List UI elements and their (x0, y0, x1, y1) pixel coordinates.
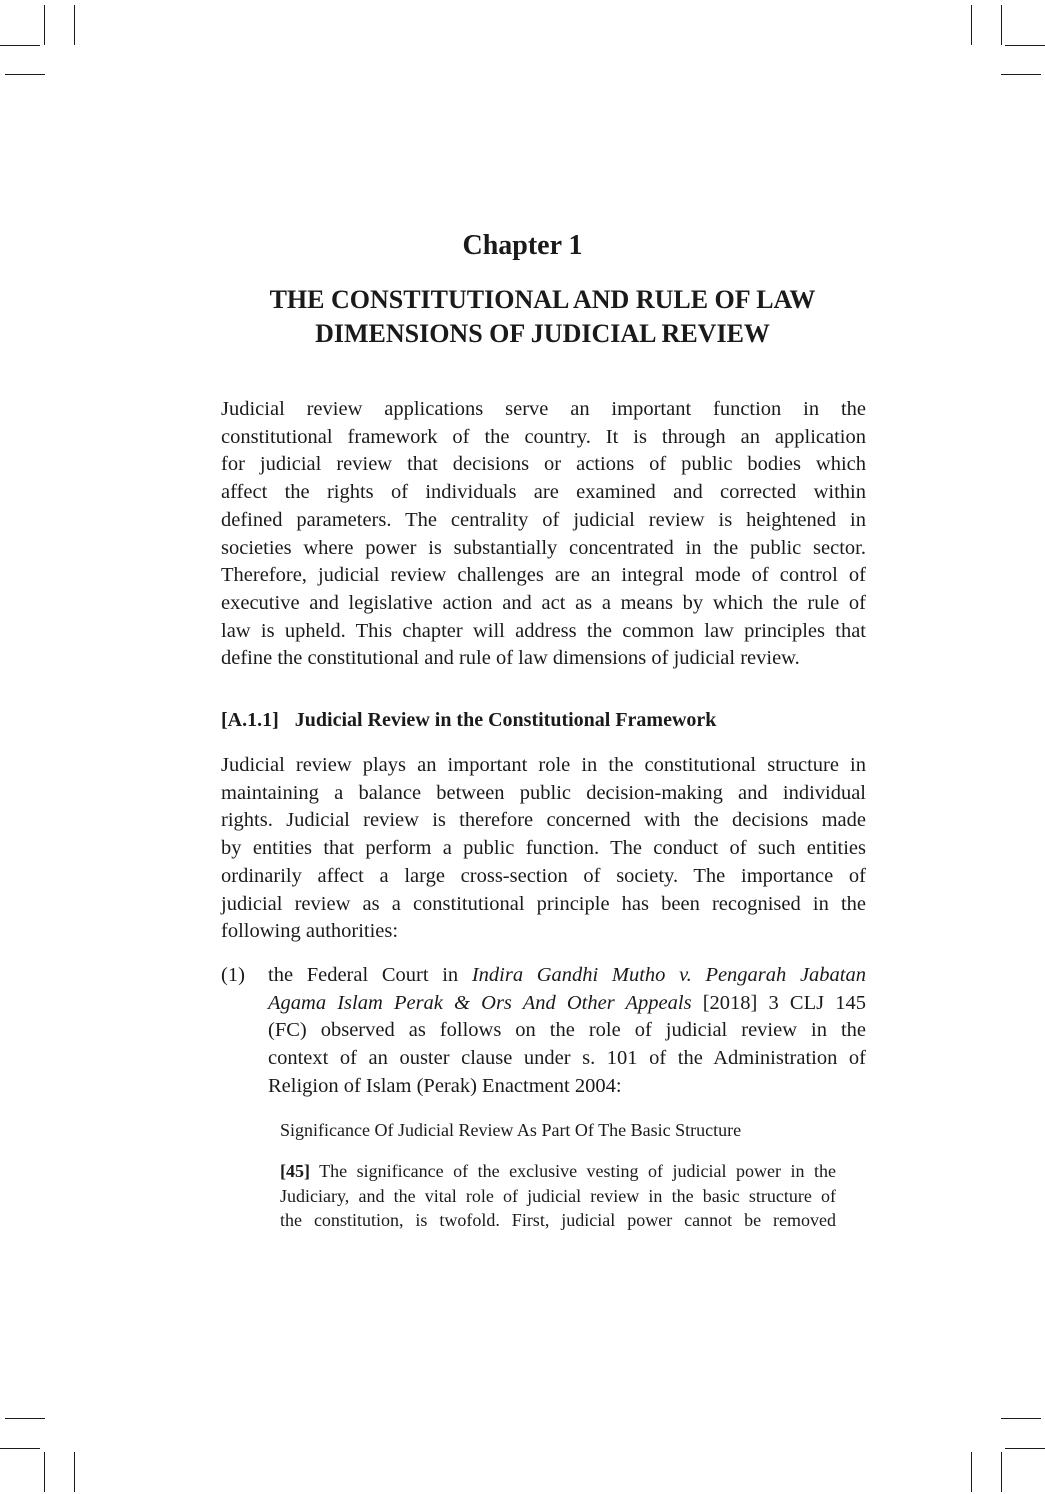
crop-mark (44, 5, 45, 45)
crop-mark (74, 5, 75, 45)
text-line: rights. Judicial review is therefore concerned with the decisions made (221, 809, 866, 832)
text-line: context of an ouster clause under s. 101 of the Administration of (268, 1047, 866, 1070)
crop-mark (1001, 1452, 1002, 1492)
section-number: [A.1.1] (221, 709, 279, 731)
crop-mark (971, 5, 972, 45)
citation: [2018] 3 CLJ 145 (691, 991, 867, 1014)
intro-paragraph (221, 396, 866, 673)
text-line: Judiciary, and the vital role of judicial review in the basic structure of (280, 1185, 836, 1206)
crop-mark (0, 45, 40, 46)
crop-mark (1001, 5, 1002, 45)
list-number: (1) (221, 964, 245, 986)
crop-mark (0, 1448, 40, 1449)
text-line: Judicial review applications serve an important function in the (221, 398, 866, 420)
chapter-title (220, 283, 865, 351)
crop-mark (971, 1452, 972, 1492)
text-line: societies where power is substantially concentrated in the public sector. (221, 536, 866, 559)
crop-mark (1005, 1448, 1045, 1449)
crop-mark (1001, 1418, 1041, 1419)
text-line: affect the rights of individuals are examined and corrected within (221, 481, 866, 504)
text-run: the Federal Court in (268, 964, 472, 986)
crop-mark (1005, 45, 1045, 46)
text-line: law is upheld. This chapter will address the common law principles that (221, 619, 866, 642)
text-line: the constitution, is twofold. First, judicial power cannot be removed (280, 1210, 836, 1230)
text-line: ordinarily affect a large cross-section of society. The importance of (221, 864, 866, 887)
case-name: Indira Gandhi Mutho v. Pengarah Jabatan (471, 964, 866, 986)
chapter-title-line: THE CONSTITUTIONAL AND RULE OF LAW (269, 285, 816, 314)
text-line: define the constitutional and rule of law dimensions of judicial review. (221, 647, 800, 670)
text-run: The significance of the exclusive vesting of judicial power in the (310, 1161, 836, 1181)
section-heading (221, 706, 866, 734)
text-line: Therefore, judicial review challenges are an integral mode of control of (221, 564, 866, 587)
crop-mark (1001, 74, 1041, 75)
body-paragraph (221, 752, 866, 946)
text-line: defined parameters. The centrality of judicial review is heightened in (221, 508, 866, 531)
text-line: Religion of Islam (Perak) Enactment 2004: (268, 1074, 622, 1097)
text-line: executive and legislative action and act as a means by which the rule of (221, 591, 866, 614)
crop-mark (44, 1452, 45, 1492)
chapter-label: Chapter 1 (462, 230, 583, 261)
text-line: for judicial review that decisions or actions of public bodies which (221, 453, 866, 476)
quote-paragraph (280, 1159, 836, 1233)
text-line: constitutional framework of the country. It is through an application (221, 425, 866, 448)
text-line: maintaining a balance between public decision-making and individual (221, 781, 866, 804)
chapter-title-line: DIMENSIONS OF JUDICIAL REVIEW (315, 319, 770, 348)
paragraph-number: [45] (280, 1161, 310, 1181)
quote-heading: Significance Of Judicial Review As Part Of The Basic Structure (280, 1120, 742, 1140)
case-name: Agama Islam Perak & Ors And Other Appeals (268, 991, 692, 1014)
text-line: following authorities: (221, 920, 399, 943)
text-line: Judicial review plays an important role in the constitutional structure in (221, 754, 866, 776)
crop-mark (74, 1452, 75, 1492)
crop-mark (5, 1418, 45, 1419)
crop-mark (5, 74, 45, 75)
text-line: by entities that perform a public function. The conduct of such entities (221, 837, 866, 860)
text-line (268, 990, 866, 1018)
list-item-text (268, 962, 866, 1101)
text-line: (FC) observed as follows on the role of judicial review in the (268, 1019, 866, 1042)
section-title: Judicial Review in the Constitutional Framework (294, 709, 717, 731)
text-line (280, 1159, 836, 1184)
text-line: judicial review as a constitutional principle has been recognised in the (221, 892, 866, 915)
text-line (268, 962, 866, 990)
